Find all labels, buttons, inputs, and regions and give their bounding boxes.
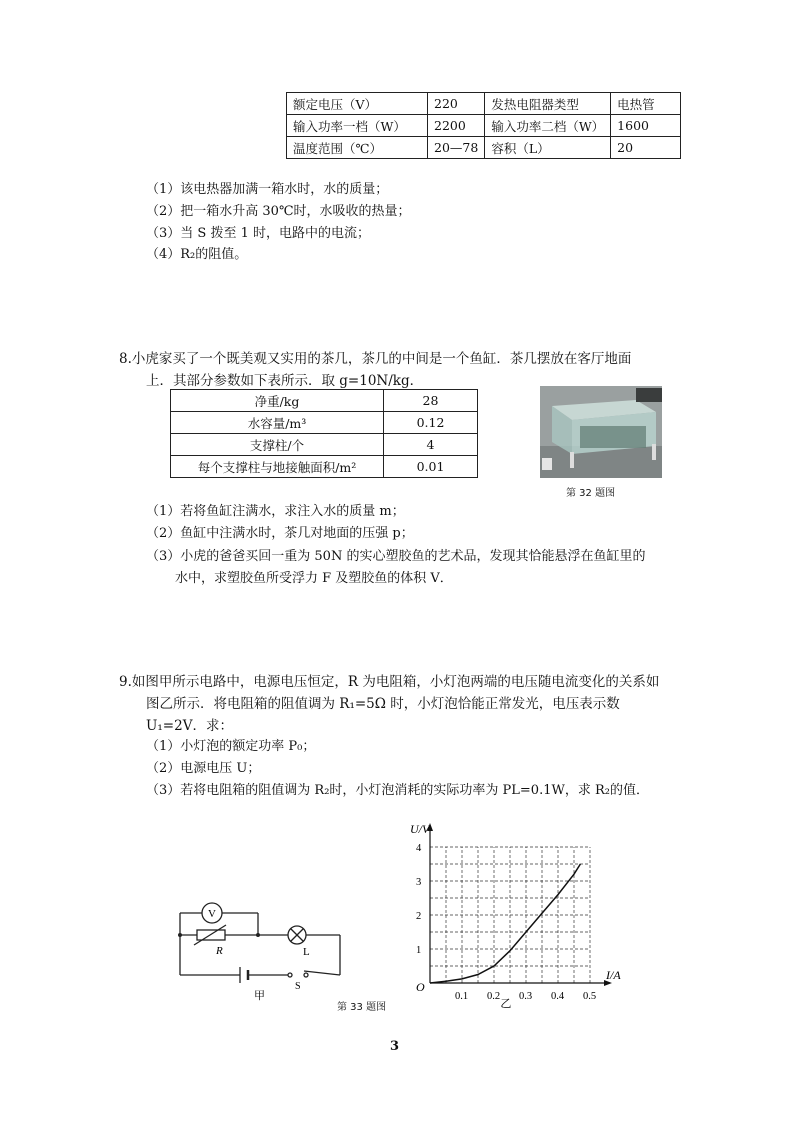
- table-cell: 净重/kg: [171, 390, 384, 412]
- table-cell: 发热电阻器类型: [485, 93, 611, 115]
- q8-item-3-cont: 水中，求塑胶鱼所受浮力 F 及塑胶鱼的体积 V．: [175, 571, 453, 586]
- q8-stem-line-2: 上．其部分参数如下表所示．取 g=10N/kg．: [146, 373, 424, 389]
- chart-x-axis-label: I/A: [606, 968, 621, 982]
- table-cell: 0.12: [384, 412, 478, 434]
- q9-stem-line-1: 9.如图甲所示电路中，电源电压恒定，R 为电阻箱，小灯泡两端的电压随电流变化的关系如: [119, 674, 660, 690]
- switch-label: S: [295, 981, 301, 992]
- chart-y-axis-label: U/V: [410, 822, 430, 836]
- table-cell: 输入功率二档（W）: [485, 115, 611, 137]
- q9-stem-line-3: U₁=2V．求：: [146, 718, 233, 734]
- heater-spec-table: [286, 92, 681, 159]
- x-tick-label: 0.1: [455, 991, 469, 1002]
- chart-origin-label: O: [416, 980, 425, 994]
- q8-item-2: （2）鱼缸中注满水时，茶几对地面的压强 p；: [146, 526, 414, 541]
- q9-stem-line-2: 图乙所示．将电阻箱的阻值调为 R₁=5Ω 时，小灯泡恰能正常发光，电压表示数: [146, 696, 620, 712]
- lamp-label: L: [303, 946, 310, 958]
- q8-stem-line-1: 8.小虎家买了一个既美观又实用的茶几，茶几的中间是一个鱼缸．茶几摆放在客厅地面: [119, 351, 632, 367]
- table-row: [171, 456, 478, 478]
- chart-grid: [430, 847, 590, 983]
- x-tick-label: 0.2: [487, 991, 501, 1002]
- tea-table-photo: [540, 386, 662, 478]
- chart-ticks: [416, 843, 596, 1002]
- q7-item-1: （1）该电热器加满一箱水时，水的质量；: [146, 182, 389, 197]
- table-cell: 水容量/m³: [171, 412, 384, 434]
- page-number: 3: [390, 1039, 400, 1054]
- q7-item-4: （4）R₂的阻值。: [146, 247, 248, 262]
- table-row: [287, 115, 681, 137]
- table-cell: 2200: [428, 115, 485, 137]
- voltmeter-label: V: [208, 908, 216, 920]
- q7-item-3: （3）当 S 拨至 1 时，电路中的电流；: [146, 226, 370, 241]
- x-tick-label: 0.4: [551, 991, 565, 1002]
- resistor-label: R: [216, 945, 223, 957]
- table-cell: 电热管: [611, 93, 681, 115]
- table-cell: 0.01: [384, 456, 478, 478]
- chart-axes: [427, 823, 612, 986]
- table-cell: 输入功率一档（W）: [287, 115, 428, 137]
- voltage-current-chart: [378, 815, 621, 1010]
- q8-item-1: （1）若将鱼缸注满水，求注入水的质量 m；: [146, 504, 405, 519]
- table-cell: 28: [384, 390, 478, 412]
- table-row: [171, 412, 478, 434]
- y-tick-label: 1: [416, 945, 422, 956]
- table-row: [171, 390, 478, 412]
- table-row: [171, 434, 478, 456]
- tea-table-spec-table: [170, 389, 478, 478]
- q7-item-2: （2）把一箱水升高 30℃时，水吸收的热量；: [146, 204, 411, 219]
- y-tick-label: 2: [416, 911, 422, 922]
- table-cell: 220: [428, 93, 485, 115]
- x-tick-label: 0.5: [583, 991, 597, 1002]
- y-tick-label: 3: [416, 877, 422, 888]
- table-row: [287, 93, 681, 115]
- table-cell: 额定电压（V）: [287, 93, 428, 115]
- chart-subplot-label: 乙: [500, 997, 512, 1010]
- q9-item-1: （1）小灯泡的额定功率 P₀；: [146, 739, 316, 754]
- table-cell: 20: [611, 137, 681, 159]
- table-cell: 温度范围（℃）: [287, 137, 428, 159]
- y-tick-label: 4: [416, 843, 422, 854]
- table-cell: 4: [384, 434, 478, 456]
- tea-table-illustration: [540, 386, 662, 478]
- q9-item-2: （2）电源电压 U；: [146, 761, 261, 776]
- figure-caption-33: 第 33 题图: [337, 1002, 387, 1013]
- figure-caption-32: 第 32 题图: [566, 488, 616, 499]
- circuit-label-jia: 甲: [254, 989, 265, 1002]
- table-cell: 容积（L）: [485, 137, 611, 159]
- circuit-diagram: [170, 893, 350, 1003]
- table-cell: 20—78: [428, 137, 485, 159]
- table-cell: 1600: [611, 115, 681, 137]
- table-row: [287, 137, 681, 159]
- q8-item-3: （3）小虎的爸爸买回一重为 50N 的实心塑胶鱼的艺术品，发现其恰能悬浮在鱼缸里的: [146, 549, 646, 564]
- q9-item-3: （3）若将电阻箱的阻值调为 R₂时，小灯泡消耗的实际功率为 PL=0.1W，求 R₂的值．: [146, 783, 649, 798]
- x-tick-label: 0.3: [519, 991, 533, 1002]
- table-cell: 每个支撑柱与地接触面积/m²: [171, 456, 384, 478]
- table-cell: 支撑柱/个: [171, 434, 384, 456]
